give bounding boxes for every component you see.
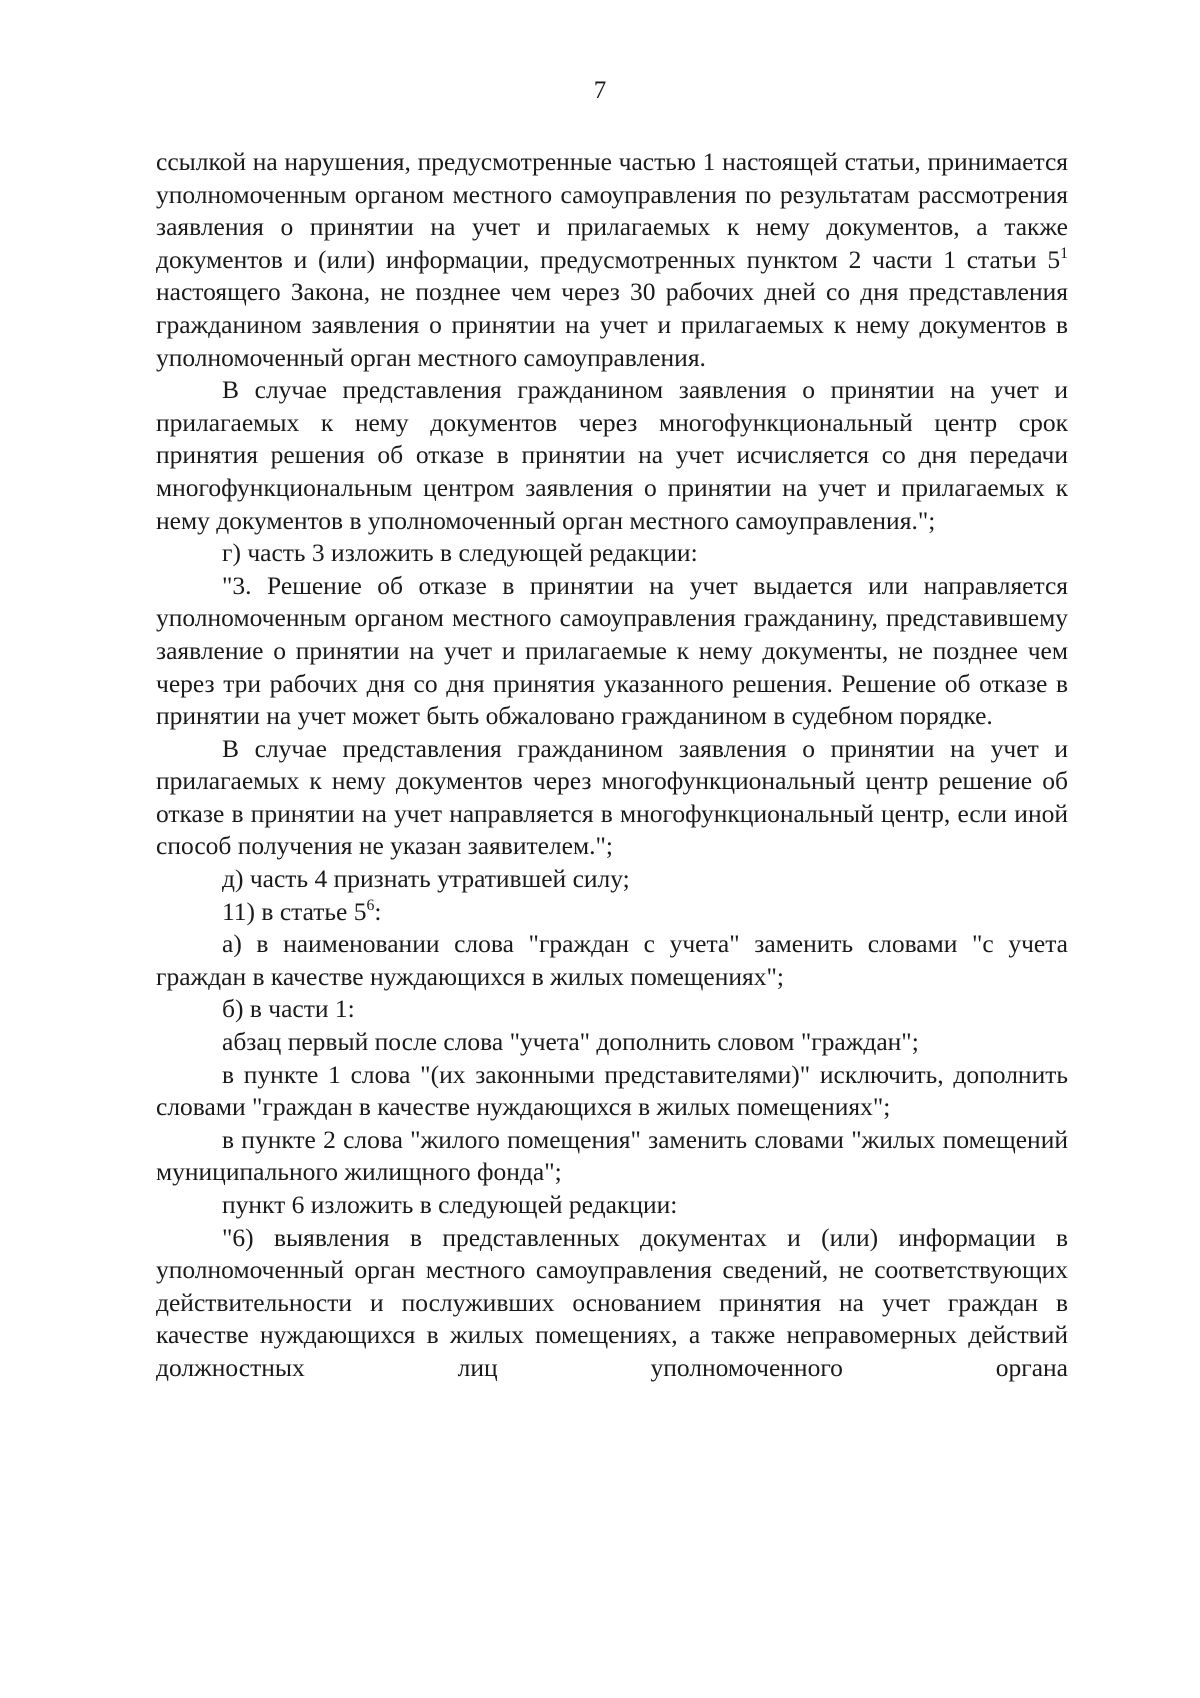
paragraph-item-d: д) часть 4 признать утратившей силу; (222, 864, 630, 894)
paragraph-mfc-decision: В случае представления гражданином заявления о принятии на учет и прилагаемых к нему документов через многофункциональный центр решение об отказе в принятии на учет направляется в многофункциональный центр, если иной способ получения не указан заявителем."; (156, 733, 1068, 861)
paragraph-continuation: ссылкой на нарушения, предусмотренные частью 1 настоящей статьи, принимается уполномоченным органом местного самоуправления по результатам рассмотрения заявления о принятии на учет и прилагаемых к нему документов, а также документов и (или) информации, предусмотренных пунктом 2 части 1 статьи $5^1$ настоящего Закона, не позднее чем через 30 рабочих дней со дня представления гражданином заявления о принятии на учет и прилагаемых к нему документов в уполномоченный орган местного самоуправления. (156, 147, 1068, 372)
paragraph-abzac-first: абзац первый после слова "учета" дополнить словом "граждан"; (222, 1027, 919, 1057)
superscript-number: 6 (366, 896, 375, 914)
document-body (156, 146, 1068, 1385)
paragraph-article-11: 11) в статье $5^6$: (222, 896, 382, 926)
paragraph-punkt-6-intro: пункт 6 изложить в следующей редакции: (222, 1190, 678, 1219)
superscript-number: 1 (1060, 244, 1068, 262)
paragraph-punkt-2: в пункте 2 слова "жилого помещения" заменить словами "жилых помещений муниципального жилищного фонда"; (156, 1124, 1068, 1187)
paragraph-punkt-1: в пункте 1 слова "(их законными представителями)" исключить, дополнить словами "граждан в качестве нуждающихся в жилых помещениях"; (156, 1059, 1068, 1122)
paragraph-item-a: а) в наименовании слова "граждан с учета" заменить словами "с учета граждан в качестве нуждающихся в жилых помещениях"; (156, 929, 1068, 991)
paragraph-punkt-6-text: "6) выявления в представленных документах и (или) информации в уполномоченный орган местного самоуправления сведений, не соответствующих действительности и послуживших основанием принятия на учет граждан в качестве нуждающихся в жилых помещениях, а также неправомерных действий должностных лиц уполномоченного органа (156, 1222, 1068, 1382)
paragraph-item-g: г) часть 3 изложить в следующей редакции: (222, 538, 698, 568)
paragraph-item-b: б) в части 1: (222, 994, 355, 1024)
paragraph-mfc-deadline: В случае представления гражданином заявления о принятии на учет и прилагаемых к нему документов через многофункциональный центр срок принятия решения об отказе в принятии на учет исчисляется со дня передачи многофункциональным центром заявления о принятии на учет и прилагаемых к нему документов в уполномоченный орган местного самоуправления."; (156, 375, 1068, 535)
paragraph-part-3: "3. Решение об отказе в принятии на учет выдается или направляется уполномоченным органом местного самоуправления гражданину, представившему заявление о принятии на учет и прилагаемые к нему документы, не позднее чем через три рабочих дня со дня принятия указанного решения. Решение об отказе в принятии на учет может быть обжаловано гражданином в судебном порядке. (156, 570, 1068, 731)
page-number: 7 (593, 77, 607, 104)
